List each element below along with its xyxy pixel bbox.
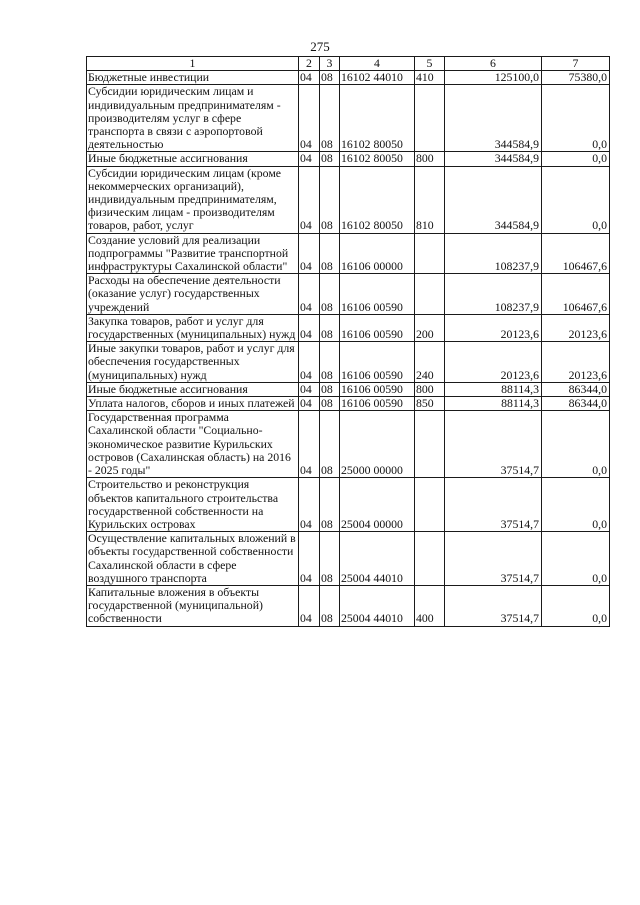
- cell-target-article: 16106 00590: [340, 314, 415, 341]
- cell-name: Создание условий для реализации подпрограммы "Развитие транспортной инфраструктуры Сахалинской области": [87, 233, 299, 274]
- cell-name: Расходы на обеспечение деятельности (оказание услуг) государственных учреждений: [87, 274, 299, 315]
- cell-expense-type: [415, 478, 445, 532]
- table-row: [87, 274, 610, 315]
- cell-amount-1: 88114,3: [445, 397, 542, 411]
- cell-expense-type: [415, 411, 445, 478]
- cell-subsection: 08: [320, 532, 340, 586]
- cell-subsection: 08: [320, 274, 340, 315]
- cell-expense-type: [415, 233, 445, 274]
- cell-amount-1: 108237,9: [445, 274, 542, 315]
- cell-name: Уплата налогов, сборов и иных платежей: [87, 397, 299, 411]
- cell-amount-1: 37514,7: [445, 532, 542, 586]
- cell-section: 04: [299, 585, 320, 626]
- cell-target-article: 25004 44010: [340, 585, 415, 626]
- cell-amount-1: 125100,0: [445, 71, 542, 85]
- cell-amount-1: 344584,9: [445, 166, 542, 233]
- cell-section: 04: [299, 397, 320, 411]
- cell-section: 04: [299, 152, 320, 166]
- cell-section: 04: [299, 274, 320, 315]
- cell-section: 04: [299, 478, 320, 532]
- cell-section: 04: [299, 233, 320, 274]
- cell-amount-1: 37514,7: [445, 585, 542, 626]
- cell-name: Закупка товаров, работ и услуг для государственных (муниципальных) нужд: [87, 314, 299, 341]
- cell-target-article: 25004 00000: [340, 478, 415, 532]
- cell-amount-2: 0,0: [542, 478, 610, 532]
- cell-name: Осуществление капитальных вложений в объекты государственной собственности Сахалинской области в сфере воздушного транспорта: [87, 532, 299, 586]
- cell-expense-type: [415, 274, 445, 315]
- header-col-3: 3: [320, 57, 340, 71]
- cell-name: Строительство и реконструкция объектов капитального строительства государственной собственности на Курильских островах: [87, 478, 299, 532]
- cell-target-article: 16102 80050: [340, 166, 415, 233]
- cell-name: Субсидии юридическим лицам и индивидуальным предпринимателям - производителям услуг в сфере транспорта в связи с аэропортовой деятельностью: [87, 85, 299, 152]
- budget-table: [86, 56, 610, 627]
- cell-amount-1: 20123,6: [445, 314, 542, 341]
- table-row: [87, 233, 610, 274]
- cell-amount-2: 0,0: [542, 166, 610, 233]
- cell-target-article: 16106 00590: [340, 342, 415, 383]
- cell-target-article: 16102 80050: [340, 152, 415, 166]
- cell-amount-2: 106467,6: [542, 233, 610, 274]
- header-col-6: 6: [445, 57, 542, 71]
- cell-expense-type: 850: [415, 397, 445, 411]
- cell-target-article: 16106 00590: [340, 274, 415, 315]
- cell-amount-1: 344584,9: [445, 85, 542, 152]
- cell-subsection: 08: [320, 71, 340, 85]
- header-col-7: 7: [542, 57, 610, 71]
- cell-expense-type: 410: [415, 71, 445, 85]
- cell-amount-1: 37514,7: [445, 411, 542, 478]
- cell-amount-1: 344584,9: [445, 152, 542, 166]
- cell-expense-type: 800: [415, 382, 445, 396]
- cell-expense-type: 240: [415, 342, 445, 383]
- cell-name: Капитальные вложения в объекты государственной (муниципальной) собственности: [87, 585, 299, 626]
- cell-amount-2: 0,0: [542, 532, 610, 586]
- cell-target-article: 16102 44010: [340, 71, 415, 85]
- table-row: [87, 585, 610, 626]
- cell-amount-2: 0,0: [542, 585, 610, 626]
- table-row: [87, 85, 610, 152]
- cell-name: Бюджетные инвестиции: [87, 71, 299, 85]
- cell-amount-2: 0,0: [542, 85, 610, 152]
- cell-subsection: 08: [320, 397, 340, 411]
- cell-amount-2: 86344,0: [542, 397, 610, 411]
- cell-amount-1: 20123,6: [445, 342, 542, 383]
- header-col-4: 4: [340, 57, 415, 71]
- cell-subsection: 08: [320, 314, 340, 341]
- header-col-1: 1: [87, 57, 299, 71]
- cell-amount-2: 106467,6: [542, 274, 610, 315]
- cell-subsection: 08: [320, 585, 340, 626]
- table-row: [87, 397, 610, 411]
- cell-section: 04: [299, 411, 320, 478]
- page-number: 275: [310, 39, 330, 54]
- cell-name: Государственная программа Сахалинской области "Социально-экономическое развитие Курильских островов (Сахалинская область) на 2016 - 2025 годы": [87, 411, 299, 478]
- table-row: [87, 382, 610, 396]
- cell-expense-type: 200: [415, 314, 445, 341]
- table-row: [87, 152, 610, 166]
- cell-expense-type: [415, 532, 445, 586]
- table-row: [87, 342, 610, 383]
- cell-subsection: 08: [320, 152, 340, 166]
- cell-target-article: 16106 00000: [340, 233, 415, 274]
- cell-name: Иные бюджетные ассигнования: [87, 152, 299, 166]
- cell-subsection: 08: [320, 382, 340, 396]
- cell-amount-2: 0,0: [542, 152, 610, 166]
- table-header-row: [87, 57, 610, 71]
- cell-expense-type: [415, 85, 445, 152]
- table-row: [87, 532, 610, 586]
- cell-amount-2: 75380,0: [542, 71, 610, 85]
- cell-section: 04: [299, 71, 320, 85]
- cell-name: Иные закупки товаров, работ и услуг для обеспечения государственных (муниципальных) нужд: [87, 342, 299, 383]
- cell-target-article: 16106 00590: [340, 397, 415, 411]
- cell-section: 04: [299, 314, 320, 341]
- cell-section: 04: [299, 532, 320, 586]
- cell-name: Субсидии юридическим лицам (кроме некоммерческих организаций), индивидуальным предпринимателям, физическим лицам - производителям товаров, работ, услуг: [87, 166, 299, 233]
- cell-section: 04: [299, 342, 320, 383]
- table-row: [87, 478, 610, 532]
- cell-amount-1: 108237,9: [445, 233, 542, 274]
- cell-subsection: 08: [320, 233, 340, 274]
- cell-amount-2: 0,0: [542, 411, 610, 478]
- table-row: [87, 314, 610, 341]
- cell-section: 04: [299, 85, 320, 152]
- cell-name: Иные бюджетные ассигнования: [87, 382, 299, 396]
- table-row: [87, 411, 610, 478]
- cell-target-article: 16106 00590: [340, 382, 415, 396]
- cell-amount-1: 37514,7: [445, 478, 542, 532]
- cell-target-article: 25004 44010: [340, 532, 415, 586]
- cell-subsection: 08: [320, 85, 340, 152]
- cell-expense-type: 800: [415, 152, 445, 166]
- cell-section: 04: [299, 382, 320, 396]
- cell-subsection: 08: [320, 478, 340, 532]
- cell-subsection: 08: [320, 166, 340, 233]
- header-col-5: 5: [415, 57, 445, 71]
- cell-amount-2: 20123,6: [542, 342, 610, 383]
- table-row: [87, 166, 610, 233]
- cell-amount-2: 86344,0: [542, 382, 610, 396]
- cell-target-article: 16102 80050: [340, 85, 415, 152]
- cell-expense-type: 810: [415, 166, 445, 233]
- header-col-2: 2: [299, 57, 320, 71]
- cell-amount-1: 88114,3: [445, 382, 542, 396]
- cell-expense-type: 400: [415, 585, 445, 626]
- cell-amount-2: 20123,6: [542, 314, 610, 341]
- cell-subsection: 08: [320, 342, 340, 383]
- cell-target-article: 25000 00000: [340, 411, 415, 478]
- cell-section: 04: [299, 166, 320, 233]
- cell-subsection: 08: [320, 411, 340, 478]
- table-row: [87, 71, 610, 85]
